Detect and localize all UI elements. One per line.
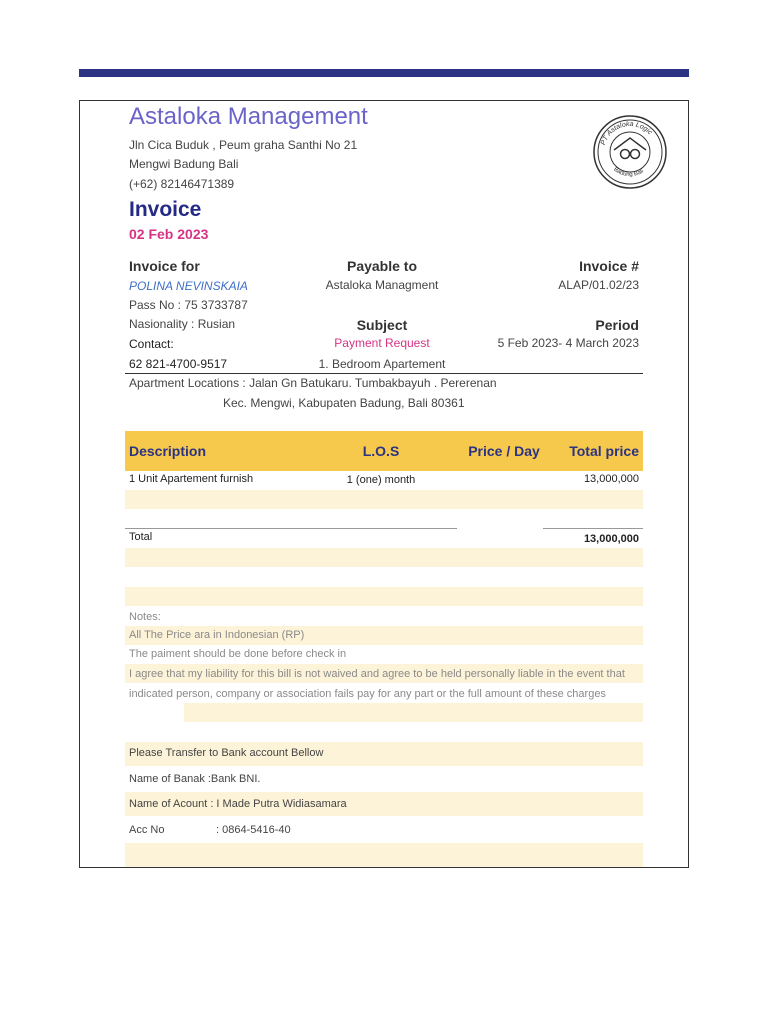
payable-to-label: Payable to <box>346 258 418 274</box>
notes-line3: I agree that my liability for this bill is not waived and agree to be held personally liable in the event that <box>129 668 625 680</box>
svg-text:Badung Bali <box>612 167 645 178</box>
company-address-line1: Jln Cica Buduk , Peum graha Santhi No 21 <box>129 138 358 152</box>
client-name: POLINA NEVINSKAIA <box>129 279 248 293</box>
account-name: Name of Acount : I Made Putra Widiasamara <box>129 798 347 810</box>
row-total: 13,000,000 <box>583 473 639 485</box>
notes-line1: All The Price ara in Indonesian (RP) <box>129 629 305 641</box>
bank-intro: Please Transfer to Bank account Bellow <box>129 747 324 759</box>
company-phone: (+62) 82146471389 <box>129 177 235 191</box>
total-line-left <box>125 528 457 529</box>
table-stripe <box>125 490 643 509</box>
company-name: Astaloka Management <box>129 103 368 130</box>
notes-label: Notes: <box>129 611 161 623</box>
account-number-value: : 0864-5416-40 <box>216 824 291 836</box>
stripe <box>125 843 643 867</box>
client-nationality: Nasionality : Rusian <box>129 317 236 331</box>
client-pass-number: Pass No : 75 3733787 <box>129 298 248 312</box>
total-label: Total <box>129 531 153 543</box>
header-price-day: Price / Day <box>468 443 540 459</box>
svg-text:PT Astaloka Logic <box>600 121 654 146</box>
stripe <box>184 703 643 722</box>
subject-item: 1. Bedroom Apartement <box>318 357 446 371</box>
subject-label: Subject <box>356 317 408 333</box>
notes-line4: indicated person, company or association fails pay for any part or the full amount of these charges <box>129 688 606 700</box>
payable-to-value: Astaloka Managment <box>325 278 439 292</box>
invoice-number-value: ALAP/01.02/23 <box>558 278 639 292</box>
info-divider <box>125 373 643 374</box>
stamp-text-bottom: Badung Bali <box>612 166 645 179</box>
invoice-date: 02 Feb 2023 <box>129 226 209 242</box>
subject-value: Payment Request <box>334 336 430 350</box>
header-description: Description <box>129 443 207 459</box>
contact-label: Contact: <box>129 337 174 351</box>
location-line2: Kec. Mengwi, Kabupaten Badung, Bali 80361 <box>223 396 465 410</box>
invoice-title: Invoice <box>129 198 202 221</box>
row-description: 1 Unit Apartement furnish <box>129 473 254 485</box>
company-stamp-logo <box>592 114 668 190</box>
stamp-text-top: PT Astaloka Logic <box>599 120 654 147</box>
invoice-for-label: Invoice for <box>129 258 200 274</box>
row-los: 1 (one) month <box>346 474 416 486</box>
bank-name: Name of Banak :Bank BNI. <box>129 773 261 785</box>
account-number-label: Acc No <box>129 824 165 836</box>
total-line-right <box>543 528 643 529</box>
stripe <box>125 587 643 606</box>
stripe <box>125 548 643 567</box>
header-los: L.O.S <box>362 443 400 459</box>
total-value: 13,000,000 <box>583 533 639 545</box>
contact-phone: 62 821-4700-9517 <box>129 357 228 371</box>
top-accent-bar <box>79 69 689 77</box>
notes-line2: The paiment should be done before check in <box>129 648 347 660</box>
period-value: 5 Feb 2023- 4 March 2023 <box>497 336 639 350</box>
period-label: Period <box>595 317 639 333</box>
location-line1: Apartment Locations : Jalan Gn Batukaru. Tumbakbayuh . Pererenan <box>129 376 497 390</box>
company-address-line2: Mengwi Badung Bali <box>129 157 239 171</box>
header-total-price: Total price <box>569 443 639 459</box>
invoice-number-label: Invoice # <box>579 258 639 274</box>
